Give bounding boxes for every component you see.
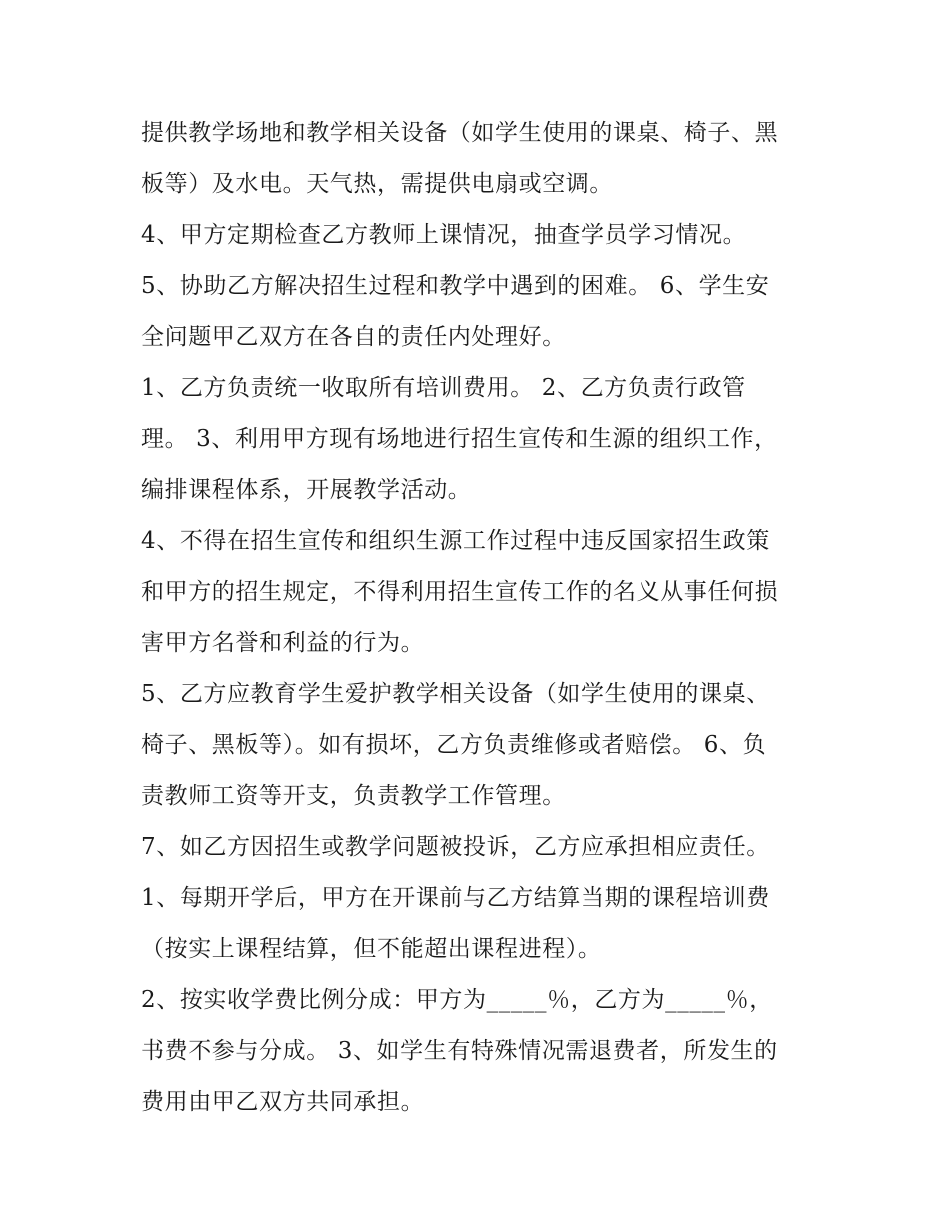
text-line: 5、乙方应教育学生爱护教学相关设备（如学生使用的课桌、: [141, 681, 770, 707]
text-line: 4、不得在招生宣传和组织生源工作过程中违反国家招生政策: [141, 528, 770, 554]
text-line: 提供教学场地和教学相关设备（如学生使用的课桌、椅子、黑: [141, 120, 779, 146]
text-line: 4、甲方定期检查乙方教师上课情况，抽查学员学习情况。: [141, 222, 747, 248]
text-line: 编排课程体系，开展教学活动。: [141, 477, 472, 503]
text-line: 板等）及水电。天气热，需提供电扇或空调。: [141, 171, 613, 197]
text-line: 7、如乙方因招生或教学问题被投诉，乙方应承担相应责任。: [141, 834, 770, 860]
text-line: 5、协助乙方解决招生过程和教学中遇到的困难。 6、学生安: [141, 273, 770, 299]
text-line: 害甲方名誉和利益的行为。: [141, 630, 425, 656]
text-line: （按实上课程结算，但不能超出课程进程）。: [141, 936, 602, 962]
text-line: 费用由甲乙双方共同承担。: [141, 1089, 425, 1115]
text-line: 责教师工资等开支，负责教学工作管理。: [141, 783, 566, 809]
text-line: 全问题甲乙双方在各自的责任内处理好。: [141, 324, 566, 350]
text-line: 书费不参与分成。 3、如学生有特殊情况需退费者，所发生的: [141, 1038, 778, 1064]
text-line: 2、按实收学费比例分成：甲方为_____％，乙方为_____％，: [141, 987, 773, 1013]
document-body: [141, 108, 821, 1128]
text-line: 1、乙方负责统一收取所有培训费用。 2、乙方负责行政管: [141, 375, 746, 401]
text-line: 椅子、黑板等）。如有损坏，乙方负责维修或者赔偿。 6、负: [141, 732, 767, 758]
text-line: 1、每期开学后，甲方在开课前与乙方结算当期的课程培训费: [141, 885, 770, 911]
text-line: 和甲方的招生规定，不得利用招生宣传工作的名义从事任何损: [141, 579, 779, 605]
text-line: 理。 3、利用甲方现有场地进行招生宣传和生源的组织工作，: [141, 426, 778, 452]
